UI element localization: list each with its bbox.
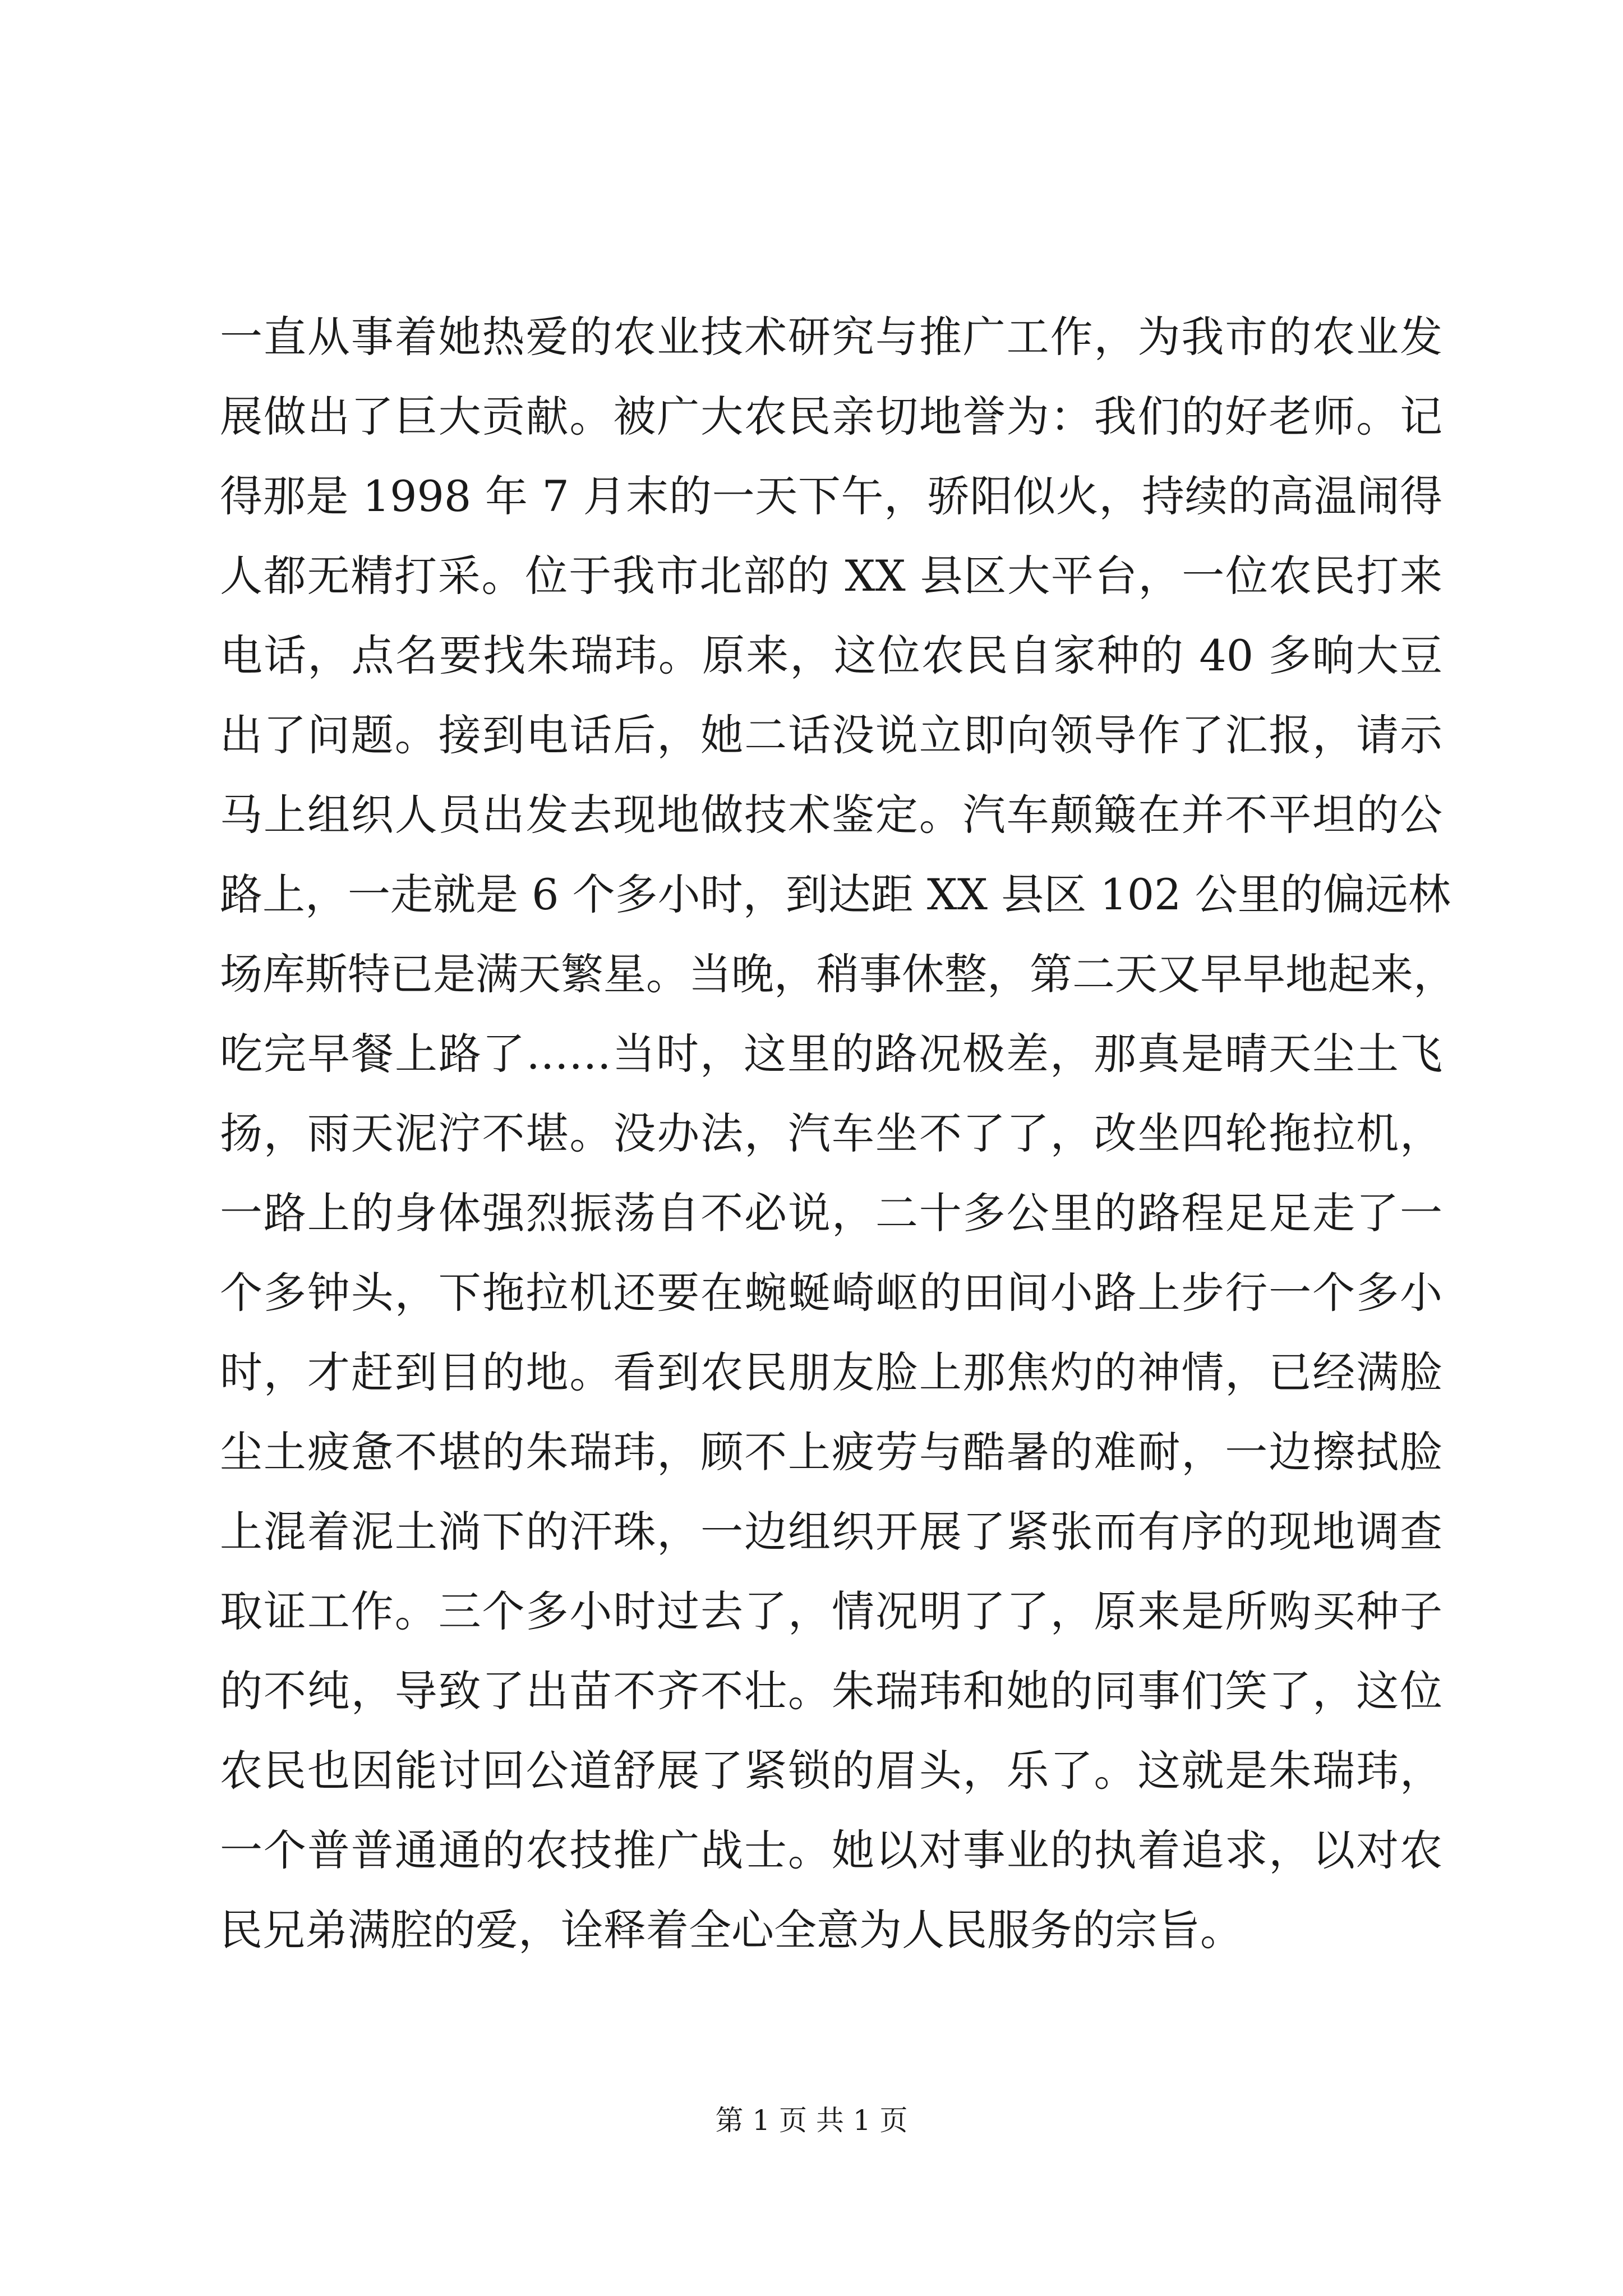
text-line: 农民也因能讨回公道舒展了紧锁的眉头，乐了。这就是朱瑞玮， <box>220 1746 1442 1796</box>
text-line: 出了问题。接到电话后，她二话没说立即向领导作了汇报，请示 <box>220 710 1442 760</box>
text-line: 一直从事着她热爱的农业技术研究与推广工作，为我市的农业发 <box>220 312 1442 362</box>
text-line: 场库斯特已是满天繁星。当晚，稍事休整，第二天又早早地起来， <box>220 949 1456 999</box>
text-line: 电话，点名要找朱瑞玮。原来，这位农民自家种的 40 多晌大豆 <box>220 631 1442 680</box>
text-line: 民兄弟满腔的爱，诠释着全心全意为人民服务的宗旨。 <box>220 1905 1243 1955</box>
text-line: 路上，一走就是 6 个多小时，到达距 XX 县区 102 公里的偏远林 <box>220 869 1451 919</box>
text-line: 上混着泥土淌下的汗珠，一边组织开展了紧张而有序的现地调查 <box>220 1507 1442 1557</box>
text-line: 的不纯，导致了出苗不齐不壮。朱瑞玮和她的同事们笑了，这位 <box>220 1666 1442 1716</box>
text-line: 人都无精打采。位于我市北部的 XX 县区大平台，一位农民打来 <box>220 551 1442 601</box>
text-line: 一路上的身体强烈振荡自不必说，二十多公里的路程足足走了一 <box>220 1188 1442 1238</box>
text-line: 时，才赶到目的地。看到农民朋友脸上那焦灼的神情，已经满脸 <box>220 1347 1442 1397</box>
text-line: 尘土疲惫不堪的朱瑞玮，顾不上疲劳与酷暑的难耐，一边擦拭脸 <box>220 1427 1442 1477</box>
text-line: 得那是 1998 年 7 月末的一天下午，骄阳似火，持续的高温闹得 <box>220 471 1442 521</box>
text-line: 个多钟头，下拖拉机还要在蜿蜒崎岖的田间小路上步行一个多小 <box>220 1268 1442 1318</box>
text-line: 展做出了巨大贡献。被广大农民亲切地誉为：我们的好老师。记 <box>220 392 1442 441</box>
page-number-footer: 第 1 页 共 1 页 <box>715 2104 908 2137</box>
text-line: 马上组织人员出发去现地做技术鉴定。汽车颠簸在并不平坦的公 <box>220 790 1442 840</box>
text-line: 取证工作。三个多小时过去了，情况明了了，原来是所购买种子 <box>220 1586 1442 1636</box>
text-line: 一个普普通通的农技推广战士。她以对事业的执着追求，以对农 <box>220 1825 1442 1875</box>
text-line: 吃完早餐上路了……当时，这里的路况极差，那真是晴天尘土飞 <box>220 1029 1442 1079</box>
body-paragraph <box>220 297 1456 1970</box>
text-line: 扬，雨天泥泞不堪。没办法，汽车坐不了了，改坐四轮拖拉机， <box>220 1108 1442 1158</box>
